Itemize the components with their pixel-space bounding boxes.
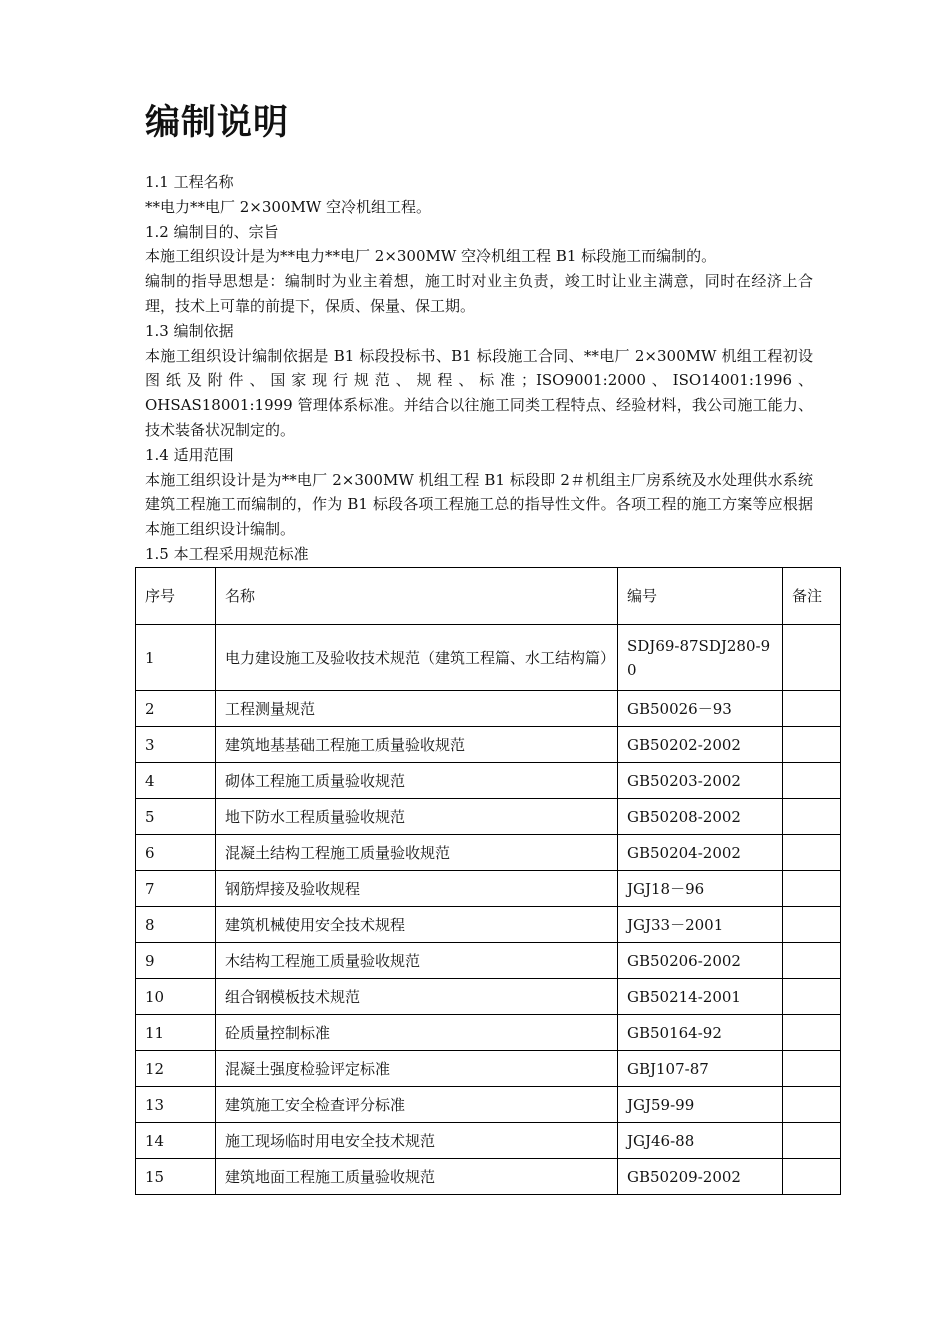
- row-name: 建筑机械使用安全技术规程: [216, 907, 618, 943]
- row-number: 2: [136, 691, 216, 727]
- row-note: [783, 943, 841, 979]
- table-row: [136, 1123, 841, 1159]
- table-row: [136, 763, 841, 799]
- row-note: [783, 1123, 841, 1159]
- row-code: GB50164-92: [618, 1015, 783, 1051]
- row-code: SDJ69-87SDJ280-9 0: [618, 625, 783, 691]
- header-cell-code: 编号: [618, 568, 783, 625]
- row-name: 地下防水工程质量验收规范: [216, 799, 618, 835]
- row-name: 钢筋焊接及验收规程: [216, 871, 618, 907]
- row-number: 14: [136, 1123, 216, 1159]
- table-row: [136, 871, 841, 907]
- header-cell-number: 序号: [136, 568, 216, 625]
- section-heading: 1.5 本工程采用规范标准: [145, 544, 309, 563]
- row-name: 建筑施工安全检查评分标准: [216, 1087, 618, 1123]
- section-heading: 1.4 适用范围: [145, 445, 234, 464]
- row-code: JGJ18－96: [618, 871, 783, 907]
- row-code: GB50209-2002: [618, 1159, 783, 1195]
- table-row: [136, 1051, 841, 1087]
- row-name: 砼质量控制标准: [216, 1015, 618, 1051]
- header-cell-note: 备注: [783, 568, 841, 625]
- row-number: 4: [136, 763, 216, 799]
- row-note: [783, 691, 841, 727]
- table-row: [136, 1015, 841, 1051]
- table-row: [136, 691, 841, 727]
- row-number: 3: [136, 727, 216, 763]
- row-note: [783, 1015, 841, 1051]
- row-note: [783, 1159, 841, 1195]
- row-code: JGJ33－2001: [618, 907, 783, 943]
- section-heading: 1.1 工程名称: [145, 173, 234, 191]
- row-note: [783, 727, 841, 763]
- row-code: GB50204-2002: [618, 835, 783, 871]
- row-note: [783, 763, 841, 799]
- row-number: 10: [136, 979, 216, 1015]
- row-code: GB50206-2002: [618, 943, 783, 979]
- section-heading: 1.3 编制依据: [145, 321, 234, 340]
- document-body: [145, 170, 813, 567]
- standards-table: [135, 567, 841, 1195]
- page-title: 编制说明: [145, 103, 290, 143]
- row-code: JGJ46-88: [618, 1123, 783, 1159]
- row-name: 混凝土强度检验评定标准: [216, 1051, 618, 1087]
- paragraph: 本施工组织设计是为**电厂 2×300MW 机组工程 B1 标段即 2＃机组主厂房系统及水处理供水系统建筑工程施工而编制的，作为 B1 标段各项工程施工总的指导性文件。各项工程的施工方案等应根据本施工组织设计编制。: [145, 470, 813, 539]
- row-note: [783, 871, 841, 907]
- row-note: [783, 1087, 841, 1123]
- row-note: [783, 907, 841, 943]
- row-note: [783, 625, 841, 691]
- paragraph: 本施工组织设计是为**电力**电厂 2×300MW 空冷机组工程 B1 标段施工而编制的。: [145, 247, 717, 266]
- row-number: 9: [136, 943, 216, 979]
- row-number: 13: [136, 1087, 216, 1123]
- row-note: [783, 979, 841, 1015]
- row-code: GB50214-2001: [618, 979, 783, 1015]
- table-row: [136, 835, 841, 871]
- row-number: 6: [136, 835, 216, 871]
- row-code: GB50208-2002: [618, 799, 783, 835]
- row-name: 工程测量规范: [216, 691, 618, 727]
- row-code: GB50026－93: [618, 691, 783, 727]
- row-code: GBJ107-87: [618, 1051, 783, 1087]
- row-name: 电力建设施工及验收技术规范（建筑工程篇、水工结构篇）: [216, 625, 618, 691]
- table-row: [136, 625, 841, 691]
- table-row: [136, 1087, 841, 1123]
- header-cell-name: 名称: [216, 568, 618, 625]
- row-name: 砌体工程施工质量验收规范: [216, 763, 618, 799]
- row-note: [783, 799, 841, 835]
- row-name: 建筑地面工程施工质量验收规范: [216, 1159, 618, 1195]
- row-number: 1: [136, 625, 216, 691]
- row-name: 木结构工程施工质量验收规范: [216, 943, 618, 979]
- table-row: [136, 1159, 841, 1195]
- row-number: 8: [136, 907, 216, 943]
- row-number: 12: [136, 1051, 216, 1087]
- table-row: [136, 727, 841, 763]
- table-row: [136, 979, 841, 1015]
- row-note: [783, 835, 841, 871]
- row-name: 混凝土结构工程施工质量验收规范: [216, 835, 618, 871]
- row-note: [783, 1051, 841, 1087]
- table-row: [136, 907, 841, 943]
- table-row: [136, 943, 841, 979]
- section-heading: 1.2 编制目的、宗旨: [145, 222, 279, 241]
- row-number: 5: [136, 799, 216, 835]
- row-code: GB50202-2002: [618, 727, 783, 763]
- paragraph: 编制的指导思想是：编制时为业主着想，施工时对业主负责，竣工时让业主满意，同时在经济上合理，技术上可靠的前提下，保质、保量、保工期。: [145, 272, 813, 315]
- row-code: JGJ59-99: [618, 1087, 783, 1123]
- row-code: GB50203-2002: [618, 763, 783, 799]
- table-header-row: [136, 568, 841, 625]
- row-number: 7: [136, 871, 216, 907]
- row-name: 建筑地基基础工程施工质量验收规范: [216, 727, 618, 763]
- paragraph: **电力**电厂 2×300MW 空冷机组工程。: [145, 197, 432, 216]
- row-name: 组合钢模板技术规范: [216, 979, 618, 1015]
- paragraph: 本施工组织设计编制依据是 B1 标段投标书、B1 标段施工合同、**电厂 2×300MW 机组工程初设图纸及附件、国家现行规范、规程、标准；ISO9001:2000、ISO14001:1996、OHSAS18001:1999 管理体系标准。并结合以往施工同类工程特点、经验材料，我公司施工能力、技术装备状况制定的。: [145, 346, 813, 439]
- row-name: 施工现场临时用电安全技术规范: [216, 1123, 618, 1159]
- row-number: 15: [136, 1159, 216, 1195]
- row-number: 11: [136, 1015, 216, 1051]
- table-row: [136, 799, 841, 835]
